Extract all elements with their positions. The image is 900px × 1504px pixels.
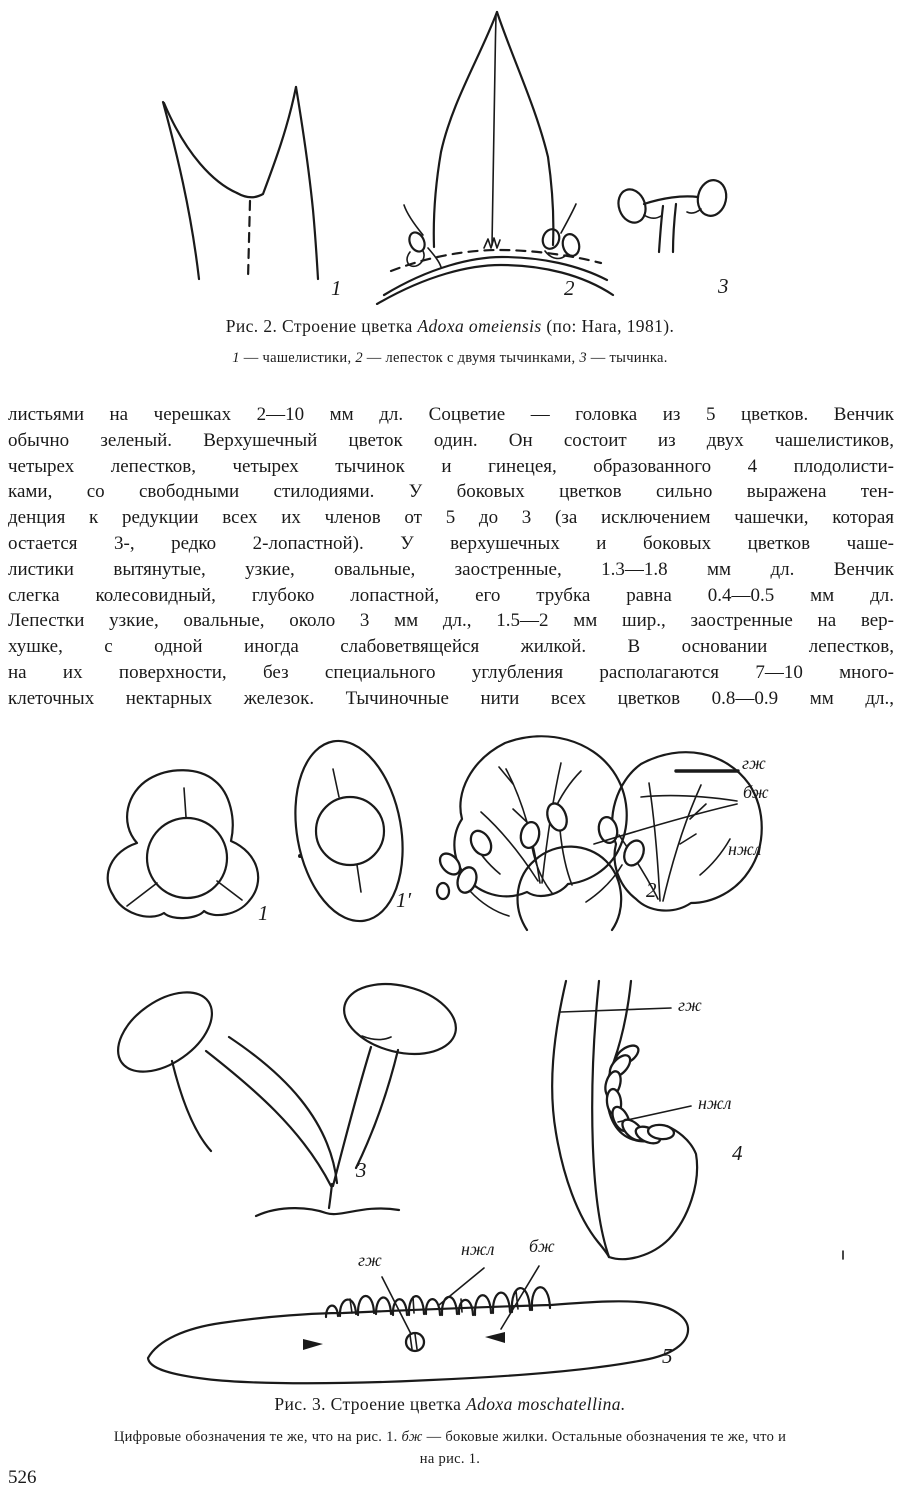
- figure2-legend-num3: 3: [579, 350, 587, 366]
- figure3-legend-bzh: бж: [401, 1429, 423, 1445]
- fig3-number-1prime: 1′: [396, 888, 412, 912]
- fig3-drawing-petals-veins: [436, 736, 762, 930]
- body-line: остается 3-, редко 2-лопастной). У верхушечных и боковых цветков чаше-: [8, 532, 894, 554]
- figure3-legend-line2-text: на рис. 1.: [419, 1451, 481, 1467]
- fig3-label-gzh-d5: гж: [358, 1250, 382, 1270]
- figure2-caption-prefix: Рис. 2. Строение цветка: [225, 316, 418, 336]
- fig3-drawing-petal-side: [552, 981, 843, 1259]
- fig3-label-gzh-d4: гж: [678, 995, 702, 1015]
- fig3-label-nzhl-d2: нжл: [728, 839, 762, 859]
- body-line: ками, со свободными стилодиями. У боковых цветков сильно выражена тен-: [8, 481, 894, 503]
- figure3-caption-species: Adoxa moschatellina.: [466, 1394, 626, 1414]
- figure2-legend-num1: 1: [232, 350, 240, 366]
- figure2-caption-suffix: (по: Hara, 1981).: [541, 316, 675, 336]
- fig3-drawing-stamen-pair: [104, 973, 463, 1216]
- body-line: четырех лепестков, четырех тычинок и гинецея, образованного 4 плодолисти-: [8, 455, 894, 477]
- figure2-legend-text2: — лепесток с двумя тычинками,: [362, 350, 580, 366]
- fig3-number-5: 5: [662, 1344, 673, 1368]
- figure2-legend-text1: — чашелистики,: [239, 350, 356, 366]
- body-line: обычно зеленый. Верхушечный цветок один. Он состоит из двух чашелистиков,: [8, 429, 894, 451]
- fig2-number-1: 1: [331, 276, 342, 300]
- fig3-number-4: 4: [732, 1141, 743, 1165]
- body-line: денция к редукции всех их членов от 5 до 3 (за исключением чашечки, которая: [8, 507, 894, 529]
- fig2-drawing-sepals: [163, 87, 318, 279]
- page-number: 526: [8, 1467, 37, 1488]
- figure3-line-art: [0, 725, 900, 1390]
- figure2-legend-text3: — тычинка.: [586, 350, 668, 366]
- fig2-drawing-stamen: [614, 177, 729, 252]
- body-line: листьями на черешках 2—10 мм дл. Соцветие — головка из 5 цветков. Венчик: [8, 404, 894, 425]
- fig3-label-nzhl-d4: нжл: [698, 1093, 732, 1113]
- fig3-label-bzh-d5: бж: [529, 1236, 555, 1256]
- figure3-legend-line1: [0, 1429, 900, 1446]
- figure2-line-art: [0, 5, 900, 305]
- figure3-legend-line2: [0, 1451, 900, 1468]
- fig3-label-bzh-d2: бж: [743, 782, 769, 802]
- fig3-number-3: 3: [356, 1158, 367, 1182]
- body-paragraph: [8, 402, 894, 712]
- fig3-drawing-calyx-trilobed: [108, 770, 258, 918]
- fig3-number-2: 2: [646, 878, 657, 902]
- figure2-legend-num2: 2: [355, 350, 363, 366]
- fig3-drawing-petal-longitudinal: [148, 1266, 688, 1383]
- body-line: листики вытянутые, узкие, овальные, заостренные, 1.3—1.8 мм дл. Венчик: [8, 558, 894, 580]
- figure3-legend-pre: Цифровые обозначения те же, что на рис. 1.: [113, 1429, 402, 1445]
- figure3-caption-prefix: Рис. 3. Строение цветка: [274, 1394, 467, 1414]
- fig2-number-2: 2: [564, 276, 575, 300]
- figure3-caption: [0, 1394, 900, 1415]
- fig3-number-1: 1: [258, 901, 269, 925]
- fig2-drawing-petal: [377, 12, 613, 304]
- figure2-legend: [0, 350, 900, 367]
- body-line: на их поверхности, без специального углубления располагаются 7—10 много-: [8, 661, 894, 683]
- body-line: клеточных нектарных железок. Тычиночные нити всех цветков 0.8—0.9 мм дл.,: [8, 687, 894, 709]
- fig3-label-gzh-d2: гж: [742, 753, 766, 773]
- body-line: слегка колесовидный, глубоко лопастной, его трубка равна 0.4—0.5 мм дл.: [8, 584, 894, 606]
- body-line: хушке, с одной иногда слабоветвящейся жилкой. В основании лепестков,: [8, 636, 894, 658]
- fig2-number-3: 3: [718, 274, 729, 298]
- body-line: Лепестки узкие, овальные, около 3 мм дл., 1.5—2 мм шир., заостренные на вер-: [8, 610, 894, 632]
- fig3-label-nzhl-d5: нжл: [461, 1239, 495, 1259]
- figure2-caption: [0, 316, 900, 337]
- figure2-caption-species: Adoxa omeiensis: [417, 316, 542, 336]
- figure3-legend-post: — боковые жилки. Остальные обозначения те же, что и: [422, 1429, 787, 1445]
